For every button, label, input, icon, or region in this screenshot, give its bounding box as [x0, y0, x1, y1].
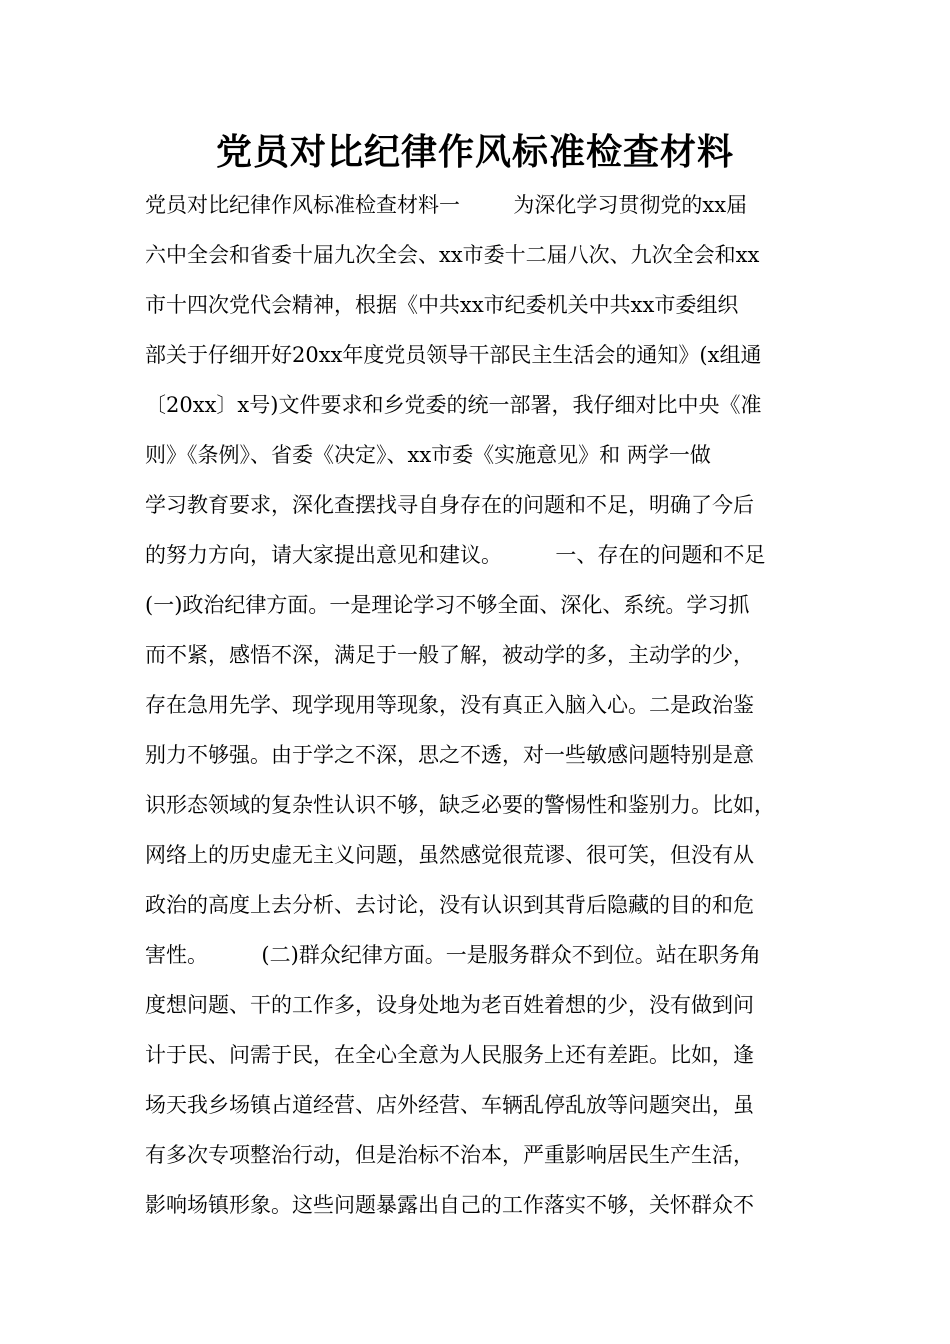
body-line: 则》《条例》、省委《决定》、xx市委《实施意见》和 两学一做 — [145, 443, 711, 467]
body-line: 度想问题、干的工作多，设身处地为老百姓着想的少，没有做到问 — [145, 993, 754, 1017]
body-line: 场天我乡场镇占道经营、店外经营、车辆乱停乱放等问题突出，虽 — [145, 1093, 754, 1117]
body-line: 的努力方向，请大家提出意见和建议。 一、存在的问题和不足 — [145, 543, 766, 567]
document-body — [145, 180, 825, 1230]
body-line: 识形态领域的复杂性认识不够，缺乏必要的警惕性和鉴别力。比如， — [145, 793, 775, 817]
body-line: 害性。 (二)群众纪律方面。一是服务群众不到位。站在职务角 — [145, 943, 761, 967]
body-line: 网络上的历史虚无主义问题，虽然感觉很荒谬、很可笑，但没有从 — [145, 843, 754, 867]
body-line: 计于民、问需于民，在全心全意为人民服务上还有差距。比如，逢 — [145, 1043, 754, 1067]
body-line: 部关于仔细开好20xx年度党员领导干部民主生活会的通知》(x组通 — [145, 343, 762, 367]
body-line: 别力不够强。由于学之不深，思之不透，对一些敏感问题特别是意 — [145, 743, 754, 767]
body-line: 党员对比纪律作风标准检查材料一 为深化学习贯彻党的xx届 — [145, 193, 748, 217]
body-line: 而不紧，感悟不深，满足于一般了解，被动学的多，主动学的少， — [145, 643, 754, 667]
body-line: 六中全会和省委十届九次全会、xx市委十二届八次、九次全会和xx — [145, 243, 760, 267]
body-line: (一)政治纪律方面。一是理论学习不够全面、深化、系统。学习抓 — [145, 593, 750, 617]
document-title: 党员对比纪律作风标准检查材料 — [215, 132, 734, 173]
body-line: 〔20xx〕x号)文件要求和乡党委的统一部署，我仔细对比中央《准 — [145, 393, 762, 417]
body-line: 市十四次党代会精神，根据《中共xx市纪委机关中共xx市委组织 — [145, 293, 739, 317]
body-line: 学习教育要求，深化查摆找寻自身存在的问题和不足，明确了今后 — [145, 493, 754, 517]
body-line: 影响场镇形象。这些问题暴露出自己的工作落实不够，关怀群众不 — [145, 1193, 754, 1217]
body-line: 有多次专项整治行动，但是治标不治本，严重影响居民生产生活， — [145, 1143, 754, 1167]
body-line: 政治的高度上去分析、去讨论，没有认识到其背后隐藏的目的和危 — [145, 893, 754, 917]
body-line: 存在急用先学、现学现用等现象，没有真正入脑入心。二是政治鉴 — [145, 693, 754, 717]
